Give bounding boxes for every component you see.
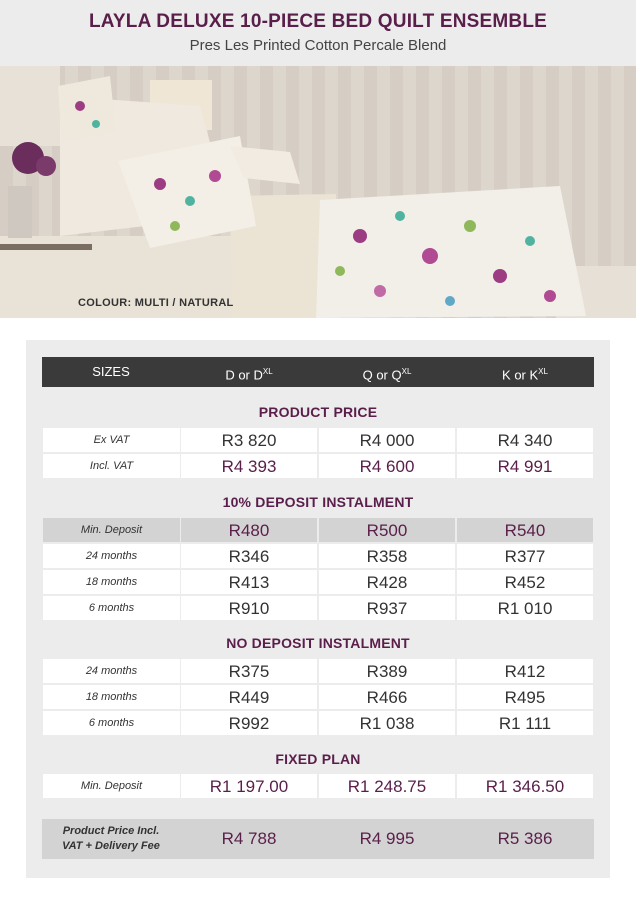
table-row: 24 months R346 R358 R377 [42, 543, 594, 569]
section-title-product-price: PRODUCT PRICE [258, 404, 378, 420]
size-header-king: K or $K^{XL}$ [502, 367, 548, 383]
section-title-no-deposit-instalment: NO DEPOSIT INSTALMENT [226, 635, 410, 651]
bedroom-illustration [0, 66, 636, 318]
product-subtitle: Pres Les Printed Cotton Percale Blend [189, 37, 447, 54]
total-queen: R4 995 [359, 829, 415, 848]
table-row: 18 months R449 R466 R495 [42, 684, 594, 710]
total-king: R5 386 [497, 829, 553, 848]
table-row: 18 months R413 R428 R452 [42, 569, 594, 595]
table-row: 24 months R375 R389 R412 [42, 658, 594, 684]
total-double: R4 788 [221, 829, 277, 848]
table-row: Ex VAT R3 820 R4 000 R4 340 [42, 427, 594, 453]
total-price-row [42, 819, 594, 859]
table-row: 6 months R910 R937 R1 010 [42, 595, 594, 621]
section-title-deposit-instalment: 10% DEPOSIT INSTALMENT [222, 494, 414, 510]
size-header-double: D or $D^{XL}$ [225, 367, 273, 383]
total-label: Product Price Incl. VAT + Delivery Fee [62, 825, 160, 852]
product-photo [0, 66, 636, 318]
table-row: Min. Deposit R480 R500 R540 [42, 517, 594, 543]
size-header-queen: Q or $Q^{XL}$ [362, 367, 412, 383]
section-title-fixed-plan: FIXED PLAN [275, 751, 361, 767]
page-header [0, 0, 636, 66]
table-header [42, 357, 594, 387]
table-row: 6 months R992 R1 038 R1 111 [42, 710, 594, 736]
table-row: Min. Deposit R1 197.00 R1 248.75 R1 346.50 [42, 773, 594, 799]
product-title: LAYLA DELUXE 10-PIECE BED QUILT ENSEMBLE [88, 11, 548, 32]
colour-label: COLOUR: MULTI / NATURAL [78, 297, 234, 309]
table-row: Incl. VAT R4 393 R4 600 R4 991 [42, 453, 594, 479]
sizes-header: SIZES [92, 364, 130, 379]
